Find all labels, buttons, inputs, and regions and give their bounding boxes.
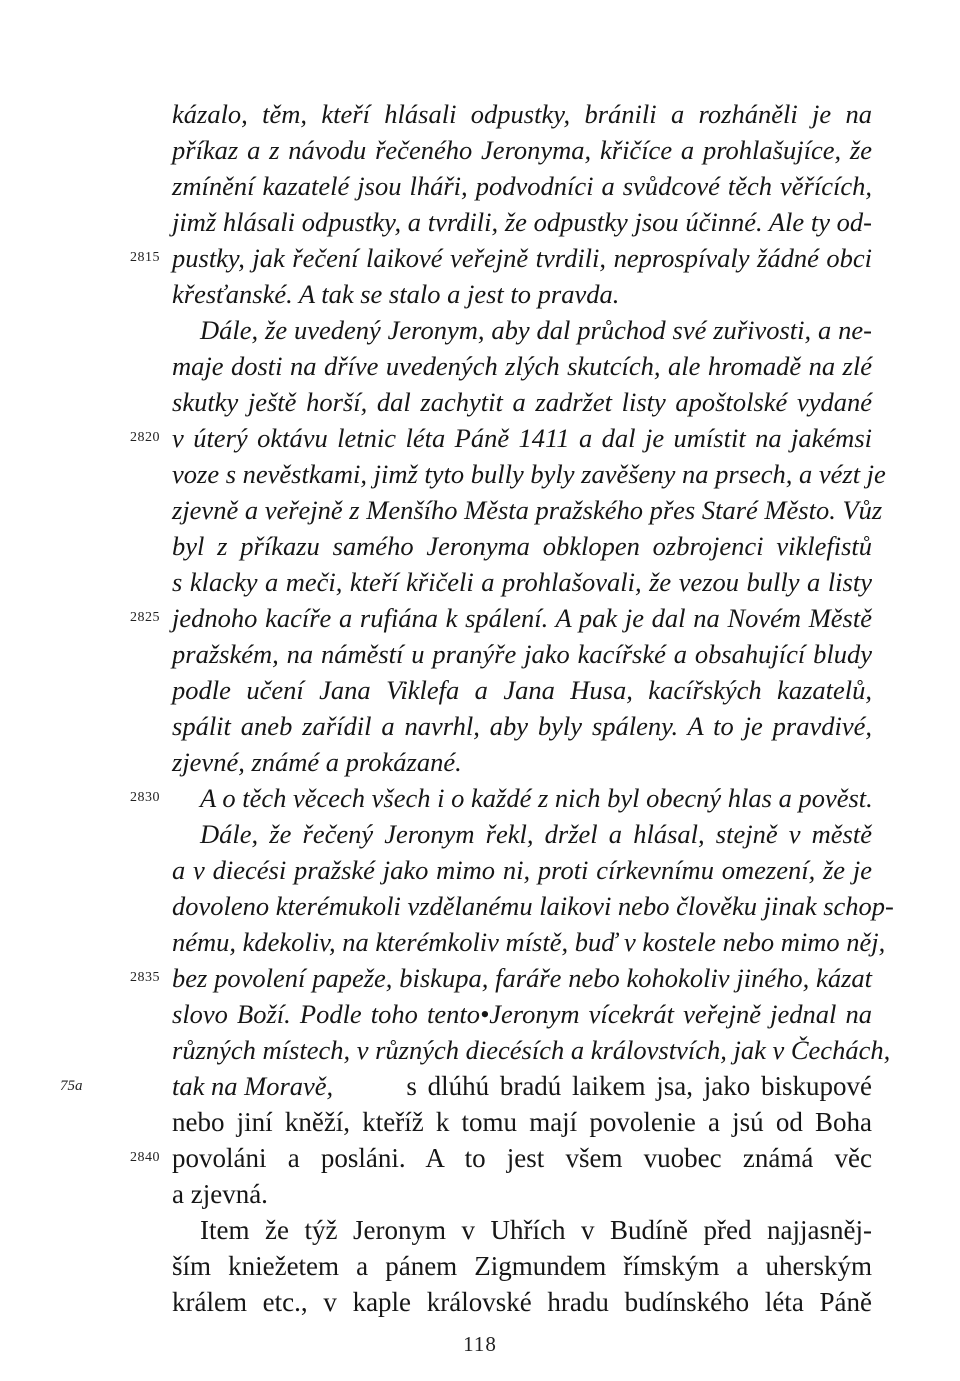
paragraph-first-line: Dále, že uvedený Jeronym, aby dal průchod své zuřivosti, a ne- [200, 315, 872, 345]
text-line: a zjevná. [172, 1179, 268, 1209]
text-line: pustky, jak řečení laikové veřejně tvrdili, neprospívaly žádné obci [172, 243, 872, 273]
paragraph-first-line: Dále, že řečený Jeronym řekl, držel a hlásal, stejně v městě [200, 819, 872, 849]
text-line: příkaz a z návodu řečeného Jeronyma, křičíce a prohlašujíce, že [172, 135, 872, 165]
line-number: 2820 [130, 430, 160, 445]
line-number: 2825 [130, 610, 160, 625]
folio-marker: 75a [60, 1078, 83, 1094]
text-line: zjevně a veřejně z Menšího Města pražského přes Staré Město. Vůz [172, 495, 883, 525]
text-line: a v diecési pražské jako mimo ni, proti církevnímu omezení, že je [172, 855, 872, 885]
roman-segment: s dlúhú bradú laikem jsa, jako biskupové [395, 1071, 872, 1101]
text-line: ším kniežetem a pánem Zigmundem římským a uherským [172, 1251, 872, 1281]
line-number: 2830 [130, 790, 160, 805]
page-number: 118 [463, 1332, 497, 1356]
text-line: s klacky a meči, kteří křičeli a prohlašovali, že vezou bully a listy [172, 567, 872, 597]
line-number: 2815 [130, 250, 160, 265]
italic-segment: tak na Moravě, [172, 1071, 334, 1101]
text-line: zmínění kazatelé jsou lháři, podvodníci a svůdcové těch věřících, [172, 171, 872, 201]
text-line: voze s nevěstkami, jimž tyto bully byly zavěšeny na prsech, a vézt je [172, 459, 886, 489]
text-line: kázalo, těm, kteří hlásali odpustky, bránili a rozháněli je na [172, 99, 872, 129]
text-line: jednoho kacíře a rufiána k spálení. A pak je dal na Novém Městě [172, 603, 872, 633]
text-line: maje dosti na dříve uvedených zlých skutcích, ale hromadě na zlé [172, 351, 872, 381]
text-line: králem etc., v kaple královské hradu budínského léta Páně [172, 1287, 872, 1317]
text-line: bez povolení papeže, biskupa, faráře nebo kohokoliv jiného, kázat [172, 963, 872, 993]
text-line: podle učení Jana Viklefa a Jana Husa, kacířských kazatelů, [172, 675, 872, 705]
text-line: povoláni a posláni. A to jest všem vuobec známá věc [172, 1143, 872, 1173]
text-line: skutky ještě horší, dal zachytit a zadržet listy apoštolské vydané [172, 387, 872, 417]
text-line: pražském, na náměstí u pranýře jako kacířské a obsahující bludy [172, 639, 872, 669]
text-line: nému, kdekoliv, na kterémkoliv místě, buď v kostele nebo mimo něj, [172, 927, 886, 957]
text-line: nebo jiní kněží, kteříž k tomu mají povolenie a jsú od Boha [172, 1107, 872, 1137]
text-line: spálit aneb zařídil a navrhl, aby byly spáleny. A to je pravdivé, [172, 711, 872, 741]
text-line: zjevné, známé a prokázané. [172, 747, 462, 777]
text-line-mixed [172, 1068, 872, 1104]
line-number: 2840 [130, 1150, 160, 1165]
paragraph-first-line: A o těch věcech všech i o každé z nich byl obecný hlas a pověst. [200, 783, 873, 813]
paragraph-first-line: Item že týž Jeronym v Uhřích v Budíně před najjasněj- [200, 1215, 872, 1245]
text-line: jimž hlásali odpustky, a tvrdili, že odpustky jsou účinné. Ale ty od- [172, 207, 872, 237]
text-line: slovo Boží. Podle toho tento•Jeronym vícekrát veřejně jednal na [172, 999, 872, 1029]
text-line: křesťanské. A tak se stalo a jest to pravda. [172, 279, 620, 309]
text-line: různých místech, v různých diecésích a královstvích, jak v Čechách, [172, 1035, 891, 1065]
line-number: 2835 [130, 970, 160, 985]
text-line: byl z příkazu samého Jeronyma obklopen ozbrojenci viklefistů [172, 531, 872, 561]
text-line: dovoleno kterémukoli vzdělanému laikovi nebo člověku jinak schop- [172, 891, 894, 921]
text-line: v úterý oktávu letnic léta Páně 1411 a dal je umístit na jakémsi [172, 423, 872, 453]
